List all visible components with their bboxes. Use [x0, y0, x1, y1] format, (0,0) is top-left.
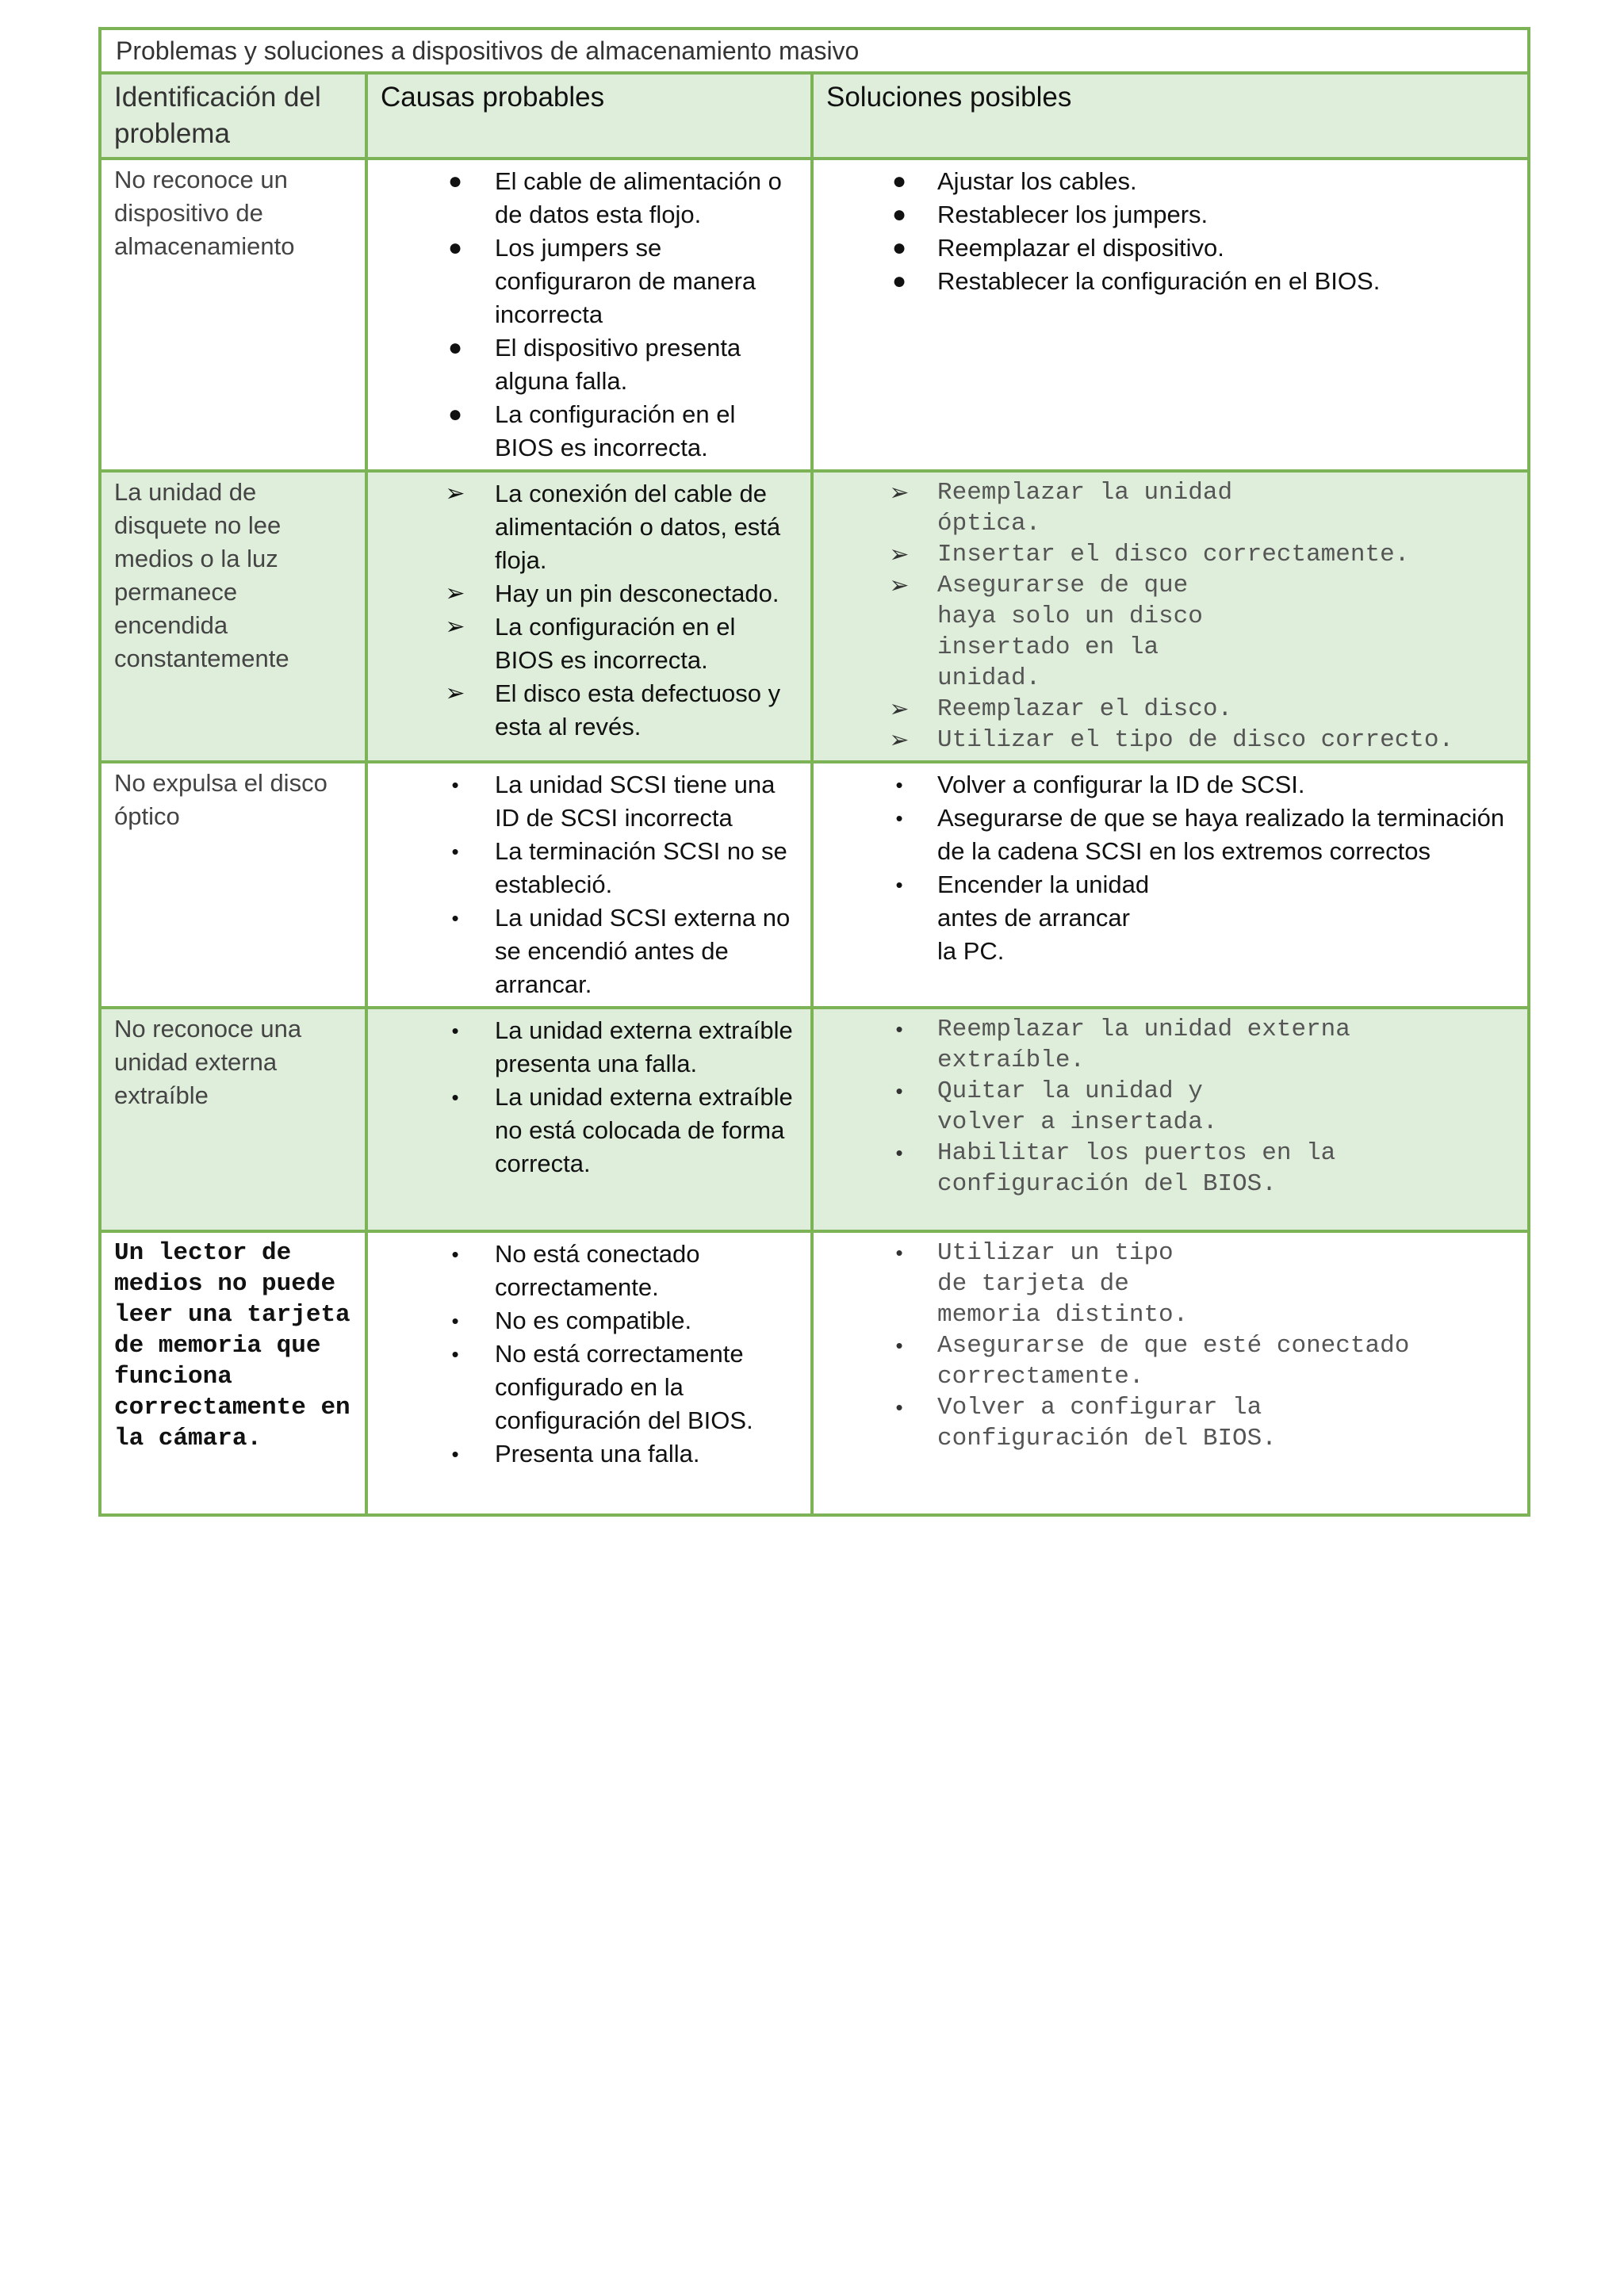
causes-list [381, 477, 798, 744]
list-item: • Volver a configurar la configuración del BIOS. [826, 1392, 1515, 1454]
solutions-cell [812, 1008, 1529, 1231]
list-item: ➢ Asegurarse de que haya solo un disco insertado en la unidad. [826, 570, 1515, 694]
list-item: ➢ La configuración en el BIOS es incorrecta. [381, 610, 798, 677]
table-row [100, 471, 1529, 762]
solutions-list [826, 768, 1515, 968]
bullet-icon: • [895, 1395, 903, 1419]
list-item: • La unidad SCSI externa no se encendió antes de arrancar. [381, 901, 798, 1001]
list-item: • La terminación SCSI no se estableció. [381, 835, 798, 901]
bullet-icon: • [451, 906, 459, 930]
list-item: • Encender la unidad antes de arrancar la PC. [826, 868, 1515, 968]
list-item: ● Restablecer la configuración en el BIOS. [826, 265, 1515, 298]
bullet-icon: • [895, 1141, 903, 1165]
header-causes: Causas probables [366, 73, 812, 159]
arrow-bullet-icon: ➢ [445, 480, 465, 507]
bullet-icon: ● [447, 235, 463, 261]
list-item: ➢ Reemplazar el disco. [826, 694, 1515, 725]
problem-cell: No expulsa el disco óptico [100, 762, 366, 1008]
solutions-list [826, 1238, 1515, 1454]
table-row [100, 159, 1529, 471]
solutions-cell [812, 471, 1529, 762]
bullet-icon: • [895, 806, 903, 830]
list-item: ➢ El disco esta defectuoso y esta al revés. [381, 677, 798, 744]
bullet-icon: • [451, 1342, 459, 1366]
causes-cell [366, 1008, 812, 1231]
list-item: • Volver a configurar la ID de SCSI. [826, 768, 1515, 802]
bullet-icon: • [895, 1079, 903, 1103]
bullet-icon: • [451, 1309, 459, 1333]
bullet-icon: ● [447, 168, 463, 194]
bullet-icon: • [451, 1019, 459, 1043]
bullet-icon: ● [891, 235, 907, 261]
arrow-bullet-icon: ➢ [889, 727, 910, 753]
solutions-list [826, 477, 1515, 756]
problem-cell: No reconoce una unidad externa extraíble [100, 1008, 366, 1231]
arrow-bullet-icon: ➢ [445, 614, 465, 640]
arrow-bullet-icon: ➢ [889, 696, 910, 722]
list-item: • No está correctamente configurado en la configuración del BIOS. [381, 1337, 798, 1437]
list-item: ● La configuración en el BIOS es incorrecta. [381, 398, 798, 465]
bullet-icon: ● [891, 201, 907, 228]
list-item: • Habilitar los puertos en la configuración del BIOS. [826, 1138, 1515, 1200]
list-item: ➢ La conexión del cable de alimentación o datos, está floja. [381, 477, 798, 577]
bullet-icon: • [451, 1085, 459, 1109]
causes-cell [366, 471, 812, 762]
solutions-cell [812, 762, 1529, 1008]
troubleshooting-table [98, 27, 1530, 1517]
list-item: • La unidad SCSI tiene una ID de SCSI incorrecta [381, 768, 798, 835]
bullet-icon: • [895, 1017, 903, 1041]
table-row [100, 1008, 1529, 1231]
solutions-list [826, 1014, 1515, 1200]
causes-list [381, 1014, 798, 1181]
bullet-icon: ● [447, 335, 463, 361]
list-item: • No está conectado correctamente. [381, 1238, 798, 1304]
bullet-icon: • [895, 1241, 903, 1265]
problem-cell: La unidad de disquete no lee medios o la luz permanece encendida constantemente [100, 471, 366, 762]
list-item: ● Reemplazar el dispositivo. [826, 232, 1515, 265]
bullet-icon: • [451, 1242, 459, 1266]
table-title: Problemas y soluciones a dispositivos de almacenamiento masivo [100, 29, 1529, 73]
arrow-bullet-icon: ➢ [889, 541, 910, 568]
list-item: ● El dispositivo presenta alguna falla. [381, 331, 798, 398]
header-solutions: Soluciones posibles [812, 73, 1529, 159]
arrow-bullet-icon: ➢ [445, 580, 465, 607]
list-item: • Reemplazar la unidad externa extraíble. [826, 1014, 1515, 1076]
list-item: ● Los jumpers se configuraron de manera incorrecta [381, 232, 798, 331]
causes-cell [366, 762, 812, 1008]
bullet-icon: • [451, 840, 459, 863]
causes-list [381, 165, 798, 465]
solutions-cell [812, 1231, 1529, 1515]
list-item: • La unidad externa extraíble no está colocada de forma correcta. [381, 1081, 798, 1181]
table-row [100, 1231, 1529, 1515]
list-item: • Presenta una falla. [381, 1437, 798, 1471]
table-row [100, 762, 1529, 1008]
bullet-icon: • [451, 773, 459, 797]
solutions-cell [812, 159, 1529, 471]
list-item: • Utilizar un tipo de tarjeta de memoria distinto. [826, 1238, 1515, 1330]
header-problem: Identificación del problema [100, 73, 366, 159]
list-item: • Asegurarse de que esté conectado correctamente. [826, 1330, 1515, 1392]
causes-list [381, 768, 798, 1001]
arrow-bullet-icon: ➢ [445, 680, 465, 706]
bullet-icon: • [895, 773, 903, 797]
list-item: ➢ Insertar el disco correctamente. [826, 539, 1515, 570]
list-item: ➢ Utilizar el tipo de disco correcto. [826, 725, 1515, 756]
list-item: • Quitar la unidad y volver a insertada. [826, 1076, 1515, 1138]
arrow-bullet-icon: ➢ [889, 480, 910, 506]
causes-cell [366, 159, 812, 471]
bullet-icon: ● [891, 268, 907, 294]
list-item: • La unidad externa extraíble presenta una falla. [381, 1014, 798, 1081]
list-item: ● El cable de alimentación o de datos esta flojo. [381, 165, 798, 232]
bullet-icon: • [895, 873, 903, 897]
bullet-icon: ● [447, 401, 463, 427]
list-item: ● Restablecer los jumpers. [826, 198, 1515, 232]
list-item: ➢ Hay un pin desconectado. [381, 577, 798, 610]
list-item: • Asegurarse de que se haya realizado la terminación de la cadena SCSI en los extremos correctos [826, 802, 1515, 868]
list-item: ➢ Reemplazar la unidad óptica. [826, 477, 1515, 539]
list-item: ● Ajustar los cables. [826, 165, 1515, 198]
bullet-icon: • [895, 1334, 903, 1357]
arrow-bullet-icon: ➢ [889, 572, 910, 599]
bullet-icon: ● [891, 168, 907, 194]
causes-list [381, 1238, 798, 1471]
problem-cell: No reconoce un dispositivo de almacenamiento [100, 159, 366, 471]
problem-cell: Un lector de medios no puede leer una tarjeta de memoria que funciona correctamente en la cámara. [100, 1231, 366, 1515]
list-item: • No es compatible. [381, 1304, 798, 1337]
bullet-icon: • [451, 1442, 459, 1466]
solutions-list [826, 165, 1515, 298]
causes-cell [366, 1231, 812, 1515]
